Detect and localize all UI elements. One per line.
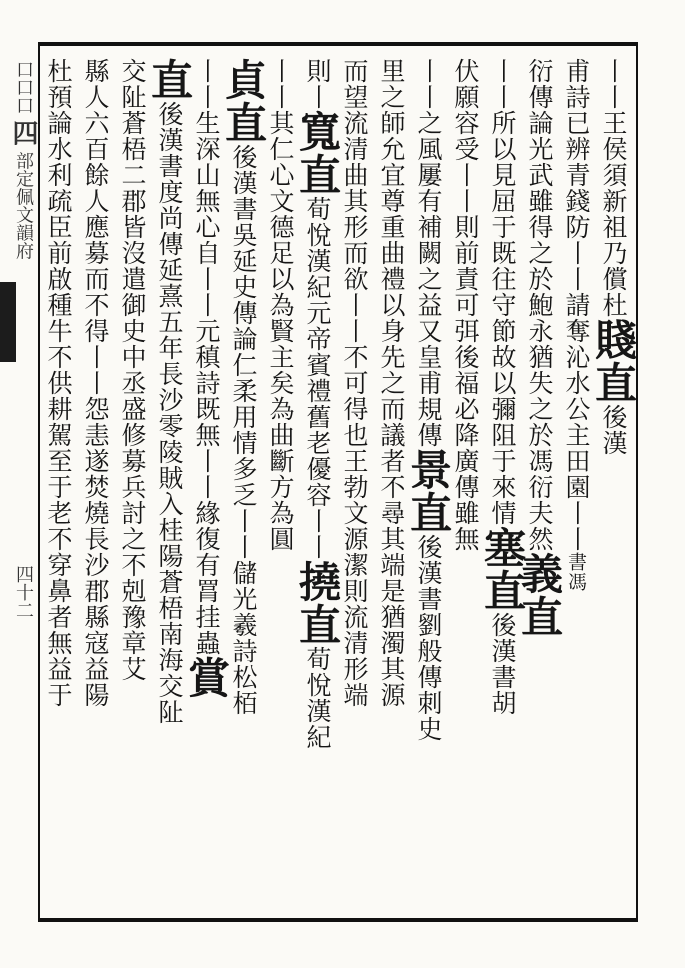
gutter-top: 口口口 (13, 60, 34, 114)
column-text: 伏願容受丨丨則前責可弭後福必降 (451, 58, 480, 448)
column-text: 丨丨 (562, 500, 591, 552)
headword: 直 (145, 58, 194, 101)
headword: 寬直 (293, 110, 342, 196)
column-text: 丨丨王侯須新祖乃償杜 (599, 58, 628, 318)
column-text: 杜預論水利疏臣前啟種牛不供耕駕至于老不穿鼻者無益于 (44, 58, 73, 708)
column-text: 甫詩已辨青錢防丨丨 (562, 58, 591, 292)
small-note: 書馮 (565, 552, 587, 592)
column-text: 後漢 (599, 404, 628, 456)
column-text: 丨丨之風屢有補闕之益又皇甫規傳 (414, 58, 443, 448)
column-text: 後漢書度尚傳延熹五年長沙零陵賊入桂陽蒼梧南海交阯 (155, 101, 184, 725)
headword: 賞 (182, 656, 231, 699)
gutter-label: 部定佩文韻府 (13, 151, 34, 260)
headword: 撓直 (293, 560, 342, 646)
text-column (36, 58, 80, 906)
column-text: 衍傳論光武雖得之於鮑永猶失之於馮衍夫然 (525, 58, 554, 552)
top-border (38, 42, 638, 46)
gutter-seal: 四 (8, 119, 38, 146)
column-text: 而望流清曲其形而欲丨丨不可得也王勃文源潔則流清形端 (340, 58, 369, 708)
column-text: 儲光羲詩松栢 (229, 560, 258, 716)
column-text: 緣復有罥挂蟲 (192, 500, 221, 656)
column-text: 里之師允宜尊重曲禮以身先之而議者不尋其端是猶濁其源 (377, 58, 406, 708)
page-gutter (8, 60, 38, 920)
column-text: 為曲斷方為圓 (266, 396, 295, 552)
column-text: 荀悅漢紀 (303, 646, 332, 750)
column-text: 廣傳雖無 (451, 448, 480, 552)
headword: 景直 (404, 448, 453, 534)
column-text: 後漢書吳延史傳論仁柔用情多乏丨丨 (229, 144, 258, 560)
column-text: 則丨 (303, 58, 332, 110)
column-text: 交阯蒼梧二郡皆沒遣御史中丞盛修募兵討之不剋豫章艾 (118, 58, 147, 682)
bottom-border (38, 918, 638, 922)
column-text: 後漢書胡 (488, 612, 517, 716)
headword: 塞直 (478, 526, 527, 612)
column-text: 後漢書劉般傳刺史 (414, 534, 443, 742)
column-text: 丨丨其仁心文德足以為賢主矣 (266, 58, 295, 396)
right-border (636, 42, 638, 922)
column-text: 丨丨 (192, 58, 221, 110)
column-text: 荀悅漢紀元帝賓禮舊老優容丨丨 (303, 196, 332, 560)
column-text: 縣人六百餘人應募而不得丨丨怨恚遂焚燒長沙郡縣寇益陽 (81, 58, 110, 708)
gutter-page-number: 四十二 (13, 565, 34, 620)
headword: 貞直 (219, 58, 268, 144)
column-text: 生深山無心自丨丨元稹詩既無 (192, 110, 221, 448)
headword: 賤直 (589, 318, 638, 404)
column-text: 丨丨 (192, 448, 221, 500)
headword: 義直 (515, 552, 564, 638)
column-text: 請奪沁水公主田園 (562, 292, 591, 500)
column-text: 丨丨所以見屈于既往守節故以彌阻于來情 (488, 58, 517, 526)
